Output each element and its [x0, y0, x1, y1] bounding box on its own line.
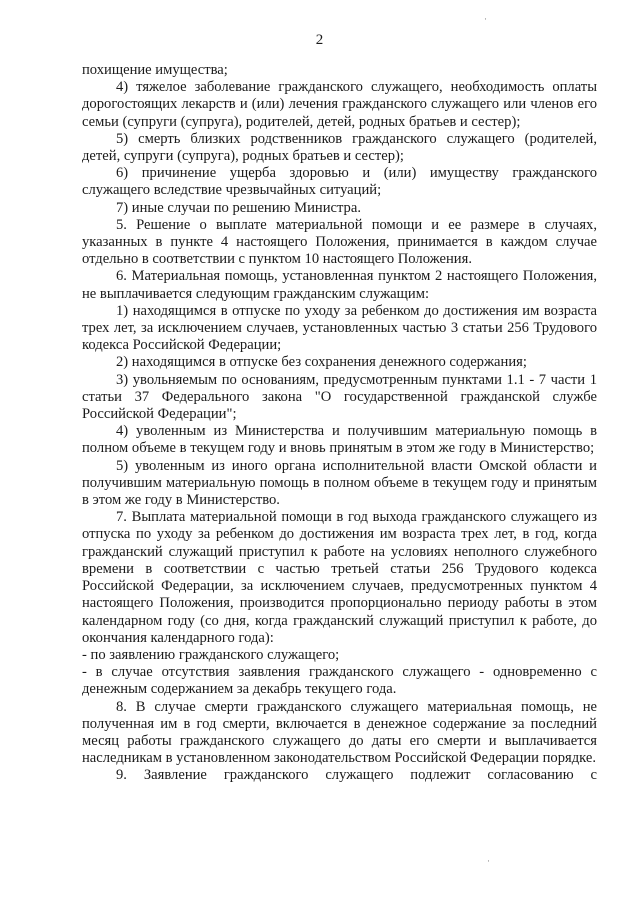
paragraph: 6. Материальная помощь, установленная пунктом 2 настоящего Положения, не выплачивается следующим гражданским служащим: [82, 268, 597, 302]
paragraph: 9. Заявление гражданского служащего подлежит согласованию с [116, 767, 597, 784]
paragraph: 1) находящимся в отпуске по уходу за ребенком до достижения им возраста трех лет, за исключением случаев, установленных частью 3 статьи 256 Трудового кодекса Российской Федерации; [82, 302, 597, 354]
paragraph: 7) иные случаи по решению Министра. [116, 199, 361, 216]
paragraph: 5. Решение о выплате материальной помощи и ее размере в случаях, указанных в пункте 4 настоящего Положения, принимается в каждом случае отдельно в соответствии с пунктом 10 настоящего Положения. [82, 216, 597, 268]
paragraph: 5) смерть близких родственников гражданского служащего (родителей, детей, супруги (супруга), родных братьев и сестер); [82, 130, 597, 165]
paragraph: похищение имущества; [82, 62, 228, 78]
paragraph: - по заявлению гражданского служащего; [82, 646, 340, 663]
paragraph: 4) уволенным из Министерства и получившим материальную помощь в полном объеме в текущем году и вновь принятым в этом же году в Министерство; [82, 423, 597, 457]
paragraph: 5) уволенным из иного органа исполнительной власти Омской области и получившим материальную помощь в полном объеме в текущем году и принятым в этом же году в Министерство. [82, 457, 597, 509]
paragraph: - в случае отсутствия заявления гражданского служащего - одновременно с денежным содержанием за декабрь текущего года. [82, 664, 597, 698]
paragraph: 4) тяжелое заболевание гражданского служащего, необходимость оплаты дорогостоящих лекарств и (или) лечения гражданского служащего или членов его семьи (супруги (супруга), родителей, детей, родных братьев и сестер); [82, 79, 597, 130]
scan-speck: · [487, 856, 490, 866]
paragraph: 2) находящимся в отпуске без сохранения денежного содержания; [116, 354, 527, 371]
scan-speck: · [484, 14, 487, 24]
paragraph: 7. Выплата материальной помощи в год выхода гражданского служащего из отпуска по уходу за ребенком до достижения им возраста трех лет, в год, когда гражданский служащий приступил к работе на условиях неполного служебного времени в соответствии с частью третьей статьи 256 Трудового кодекса Российской Федерации, за исключением случаев, предусмотренных пунктом 4 настоящего Положения, производится пропорционально периоду работы в этом календарном году (со дня, когда гражданский служащий приступил к работе, до окончания календарного года): [82, 509, 597, 646]
paragraph: 3) увольняемым по основаниям, предусмотренным пунктами 1.1 - 7 части 1 статьи 37 Федерального закона "О государственной гражданской службе Российской Федерации"; [82, 371, 597, 423]
paragraph: 8. В случае смерти гражданского служащего материальная помощь, не полученная им в год смерти, включается в денежное содержание за последний месяц работы гражданского служащего до даты его смерти и выплачивается наследникам в установленном законодательством Российской Федерации порядке. [82, 698, 597, 767]
document-body [82, 62, 597, 785]
page-number: 2 [315, 32, 324, 48]
paragraph: 6) причинение ущерба здоровью и (или) имуществу гражданского служащего вследствие чрезвычайных ситуаций; [82, 165, 597, 199]
